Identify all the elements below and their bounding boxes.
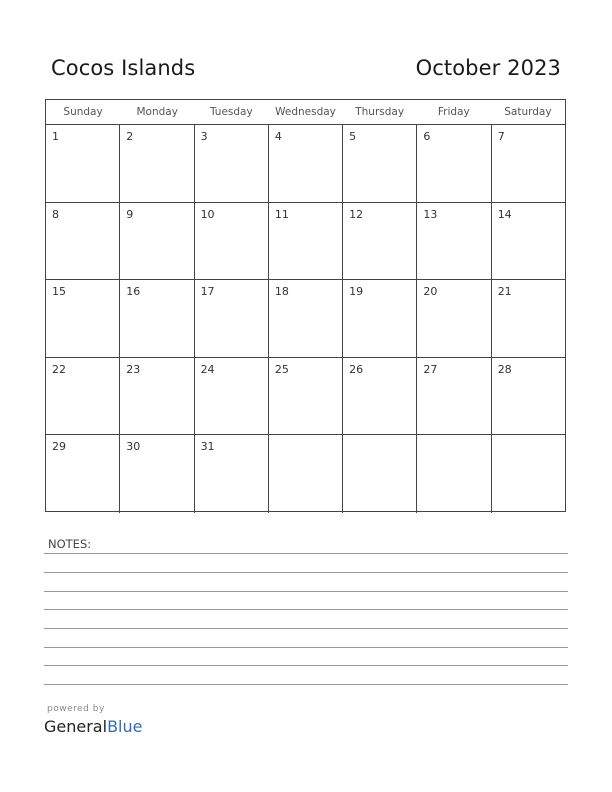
day-cell[interactable] [269,358,343,435]
week-row [46,125,565,203]
day-cell[interactable] [269,435,343,513]
notes-label: NOTES: [48,537,92,551]
day-cell[interactable] [492,125,565,202]
day-number: 22 [52,362,66,376]
day-cell[interactable] [417,435,491,513]
day-cell[interactable] [343,435,417,513]
calendar-grid [45,99,566,512]
day-number: 2 [126,130,134,143]
day-cell[interactable] [343,125,417,202]
day-number: 28 [497,362,512,376]
weekday-tuesday: Tuesday [209,106,253,118]
day-number: 14 [497,207,512,221]
day-number: 23 [126,362,141,376]
day-cell[interactable] [195,280,269,357]
month-title: October 2023 [415,56,561,80]
day-number: 5 [349,130,357,143]
brand-blue: Blue [107,717,143,736]
day-number: 4 [274,130,282,143]
day-cell[interactable] [417,358,491,435]
day-cell[interactable] [269,203,343,280]
day-number: 27 [423,362,438,376]
day-number: 9 [126,207,134,221]
weekday-thursday: Thursday [355,106,405,118]
day-cell[interactable] [343,280,417,357]
day-number: 16 [126,285,141,299]
weeks-container [46,125,565,513]
day-cell[interactable] [417,203,491,280]
day-cell[interactable] [46,203,120,280]
week-row [46,280,565,358]
day-number: 1 [52,130,59,143]
weekday-header [46,100,565,125]
day-cell[interactable] [195,203,269,280]
day-cell[interactable] [120,125,194,202]
day-number: 8 [52,207,59,221]
powered-by-text: powered by [47,704,105,714]
notes-line [44,591,568,592]
day-cell[interactable] [46,435,120,513]
day-cell[interactable] [269,125,343,202]
day-cell[interactable] [195,358,269,435]
day-number: 29 [52,440,66,454]
week-row [46,435,565,513]
day-number: 6 [423,130,431,143]
weekday-wednesday: Wednesday [275,106,336,118]
day-cell[interactable] [120,358,194,435]
day-number: 25 [274,362,289,376]
notes-line [44,628,568,629]
notes-line [44,665,568,666]
day-cell[interactable] [417,125,491,202]
notes-line [44,553,568,554]
day-cell[interactable] [417,280,491,357]
week-row [46,203,565,281]
day-number: 12 [349,207,364,221]
day-cell[interactable] [343,358,417,435]
brand-general: General [44,717,108,736]
day-number: 7 [497,130,505,143]
day-number: 24 [200,362,215,376]
generalblue-logo[interactable] [44,717,142,736]
weekday-monday: Monday [136,106,178,118]
day-number: 31 [200,440,215,454]
notes-line [44,684,568,685]
notes-line [44,609,568,610]
day-number: 13 [423,207,438,221]
week-row [46,358,565,436]
day-cell[interactable] [269,280,343,357]
notes-line [44,572,568,573]
day-cell[interactable] [46,358,120,435]
day-number: 30 [126,440,141,454]
day-number: 21 [497,285,512,299]
day-cell[interactable] [195,125,269,202]
day-number: 10 [200,207,215,221]
day-cell[interactable] [120,203,194,280]
day-cell[interactable] [492,280,565,357]
day-number: 18 [274,285,289,299]
location-title: Cocos Islands [51,56,196,80]
day-cell[interactable] [46,280,120,357]
day-number: 11 [274,207,289,221]
weekday-saturday: Saturday [504,106,552,118]
day-cell[interactable] [120,280,194,357]
day-cell[interactable] [343,203,417,280]
day-number: 19 [349,285,364,299]
day-cell[interactable] [195,435,269,513]
day-cell[interactable] [492,358,565,435]
day-cell[interactable] [120,435,194,513]
day-cell[interactable] [46,125,120,202]
weekday-friday: Friday [437,106,470,118]
day-cell[interactable] [492,435,565,513]
day-cell[interactable] [492,203,565,280]
weekday-sunday: Sunday [63,106,103,118]
day-number: 17 [200,285,215,299]
day-number: 3 [200,130,208,143]
day-number: 15 [52,285,66,299]
day-number: 26 [349,362,364,376]
day-number: 20 [423,285,438,299]
notes-line [44,647,568,648]
